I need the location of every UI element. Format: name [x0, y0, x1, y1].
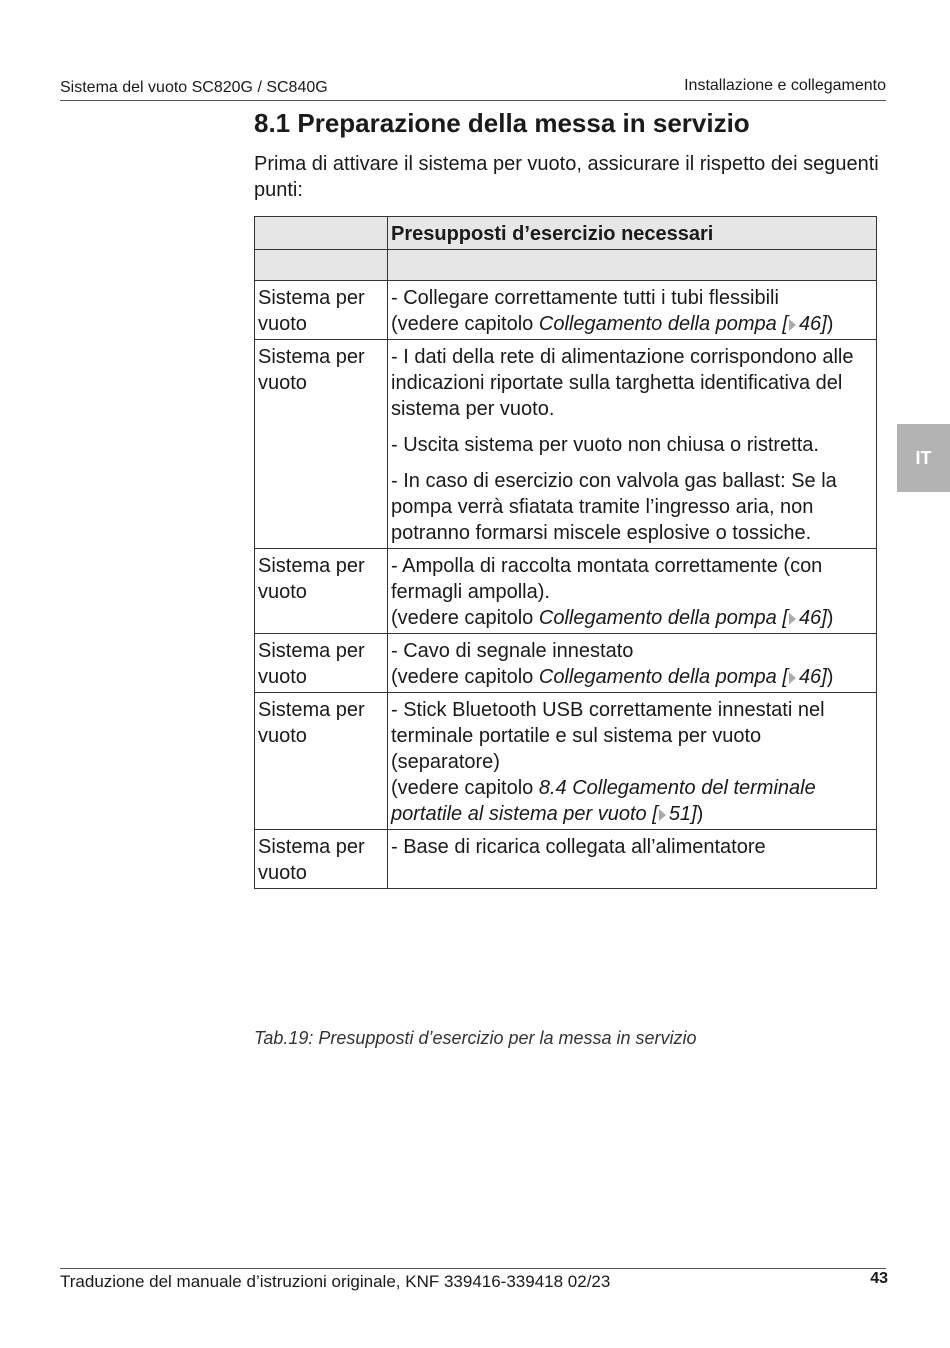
footer-divider	[60, 1268, 886, 1269]
page-arrow-icon	[659, 809, 666, 821]
chapter-reference-link[interactable]: 8.4 Collegamento del terminale portatile al sistema per vuoto	[391, 777, 816, 825]
component-cell: Sistema per vuoto	[255, 549, 388, 634]
footer-text: Traduzione del manuale d’istruzioni originale, KNF 339416-339418 02/23	[60, 1272, 611, 1291]
requirement-cell: - Ampolla di raccolta montata correttamente (con fermagli ampolla). (vedere capitolo Collegamento della pompa [ 46])	[388, 549, 877, 634]
requirement-text: - Stick Bluetooth USB correttamente innestati nel terminale portatile e sul sistema per vuoto (separatore)	[391, 699, 825, 773]
component-cell: Sistema per vuoto	[255, 340, 388, 549]
page-reference[interactable]: 46	[798, 607, 822, 629]
requirement-cell: - Collegare correttamente tutti i tubi flessibili (vedere capitolo Collegamento della pompa [ 46])	[388, 281, 877, 340]
table-empty-row	[255, 250, 877, 281]
requirement-text: - In caso di esercizio con valvola gas ballast: Se la pompa verrà sfiatata tramite l’ingresso aria, non potranno formarsi miscele esplosive o tossiche.	[391, 470, 837, 544]
header-cell-requirements: Presupposti d’esercizio necessari	[388, 217, 877, 250]
page-reference[interactable]: 46	[798, 313, 822, 335]
requirement-cell: - Base di ricarica collegata all’alimentatore	[388, 830, 877, 889]
component-cell: Sistema per vuoto	[255, 634, 388, 693]
requirement-text: - Ampolla di raccolta montata correttamente (con fermagli ampolla).	[391, 555, 823, 603]
table-row	[255, 634, 877, 693]
page-arrow-icon	[789, 319, 796, 331]
intro-paragraph: Prima di attivare il sistema per vuoto, assicurare il rispetto dei seguenti punti:	[254, 153, 879, 201]
empty-cell	[388, 250, 877, 281]
table-row	[255, 549, 877, 634]
header-divider	[60, 100, 886, 101]
page-reference[interactable]: 46	[798, 666, 822, 688]
table-caption: Tab.19: Presupposti d’esercizio per la messa in servizio	[254, 1028, 697, 1048]
table-row	[255, 281, 877, 340]
component-cell: Sistema per vuoto	[255, 830, 388, 889]
reference-prefix: (vedere capitolo	[391, 666, 539, 688]
language-tab: IT	[897, 424, 950, 492]
component-cell: Sistema per vuoto	[255, 281, 388, 340]
requirement-text: - Uscita sistema per vuoto non chiusa o ristretta.	[391, 434, 819, 456]
page-reference[interactable]: 51	[668, 803, 692, 825]
table-header-row	[255, 217, 877, 250]
requirement-text: - Cavo di segnale innestato	[391, 640, 634, 662]
table-row	[255, 693, 877, 830]
reference-prefix: (vedere capitolo	[391, 607, 539, 629]
component-cell: Sistema per vuoto	[255, 693, 388, 830]
requirement-text: - I dati della rete di alimentazione corrispondono alle indicazioni riportate sulla targhetta identificativa del sistema per vuoto.	[391, 346, 854, 420]
empty-cell	[255, 250, 388, 281]
requirement-cell	[388, 340, 877, 549]
requirement-cell: - Cavo di segnale innestato (vedere capitolo Collegamento della pompa [ 46])	[388, 634, 877, 693]
section-title: 8.1 Preparazione della messa in servizio	[254, 108, 750, 138]
reference-prefix: (vedere capitolo	[391, 313, 539, 335]
header-cell-component	[255, 217, 388, 250]
page-number: 43	[870, 1270, 888, 1287]
chapter-reference-link[interactable]: Collegamento della pompa	[538, 607, 777, 629]
header-chapter-title: Installazione e collegamento	[684, 77, 886, 94]
page-arrow-icon	[789, 613, 796, 625]
requirement-text: - Collegare correttamente tutti i tubi flessibili	[391, 287, 779, 309]
requirements-table	[254, 216, 877, 889]
reference-prefix: (vedere capitolo	[391, 777, 539, 799]
requirement-cell: - Stick Bluetooth USB correttamente innestati nel terminale portatile e sul sistema per vuoto (separatore) (vedere capitolo 8.4 Collegamento del terminale portatile al sistema per vuoto [ 51])	[388, 693, 877, 830]
page-arrow-icon	[789, 672, 796, 684]
chapter-reference-link[interactable]: Collegamento della pompa	[538, 313, 777, 335]
table-row	[255, 830, 877, 889]
table-row	[255, 340, 877, 549]
header-document-title: Sistema del vuoto SC820G / SC840G	[60, 79, 328, 96]
chapter-reference-link[interactable]: Collegamento della pompa	[538, 666, 777, 688]
